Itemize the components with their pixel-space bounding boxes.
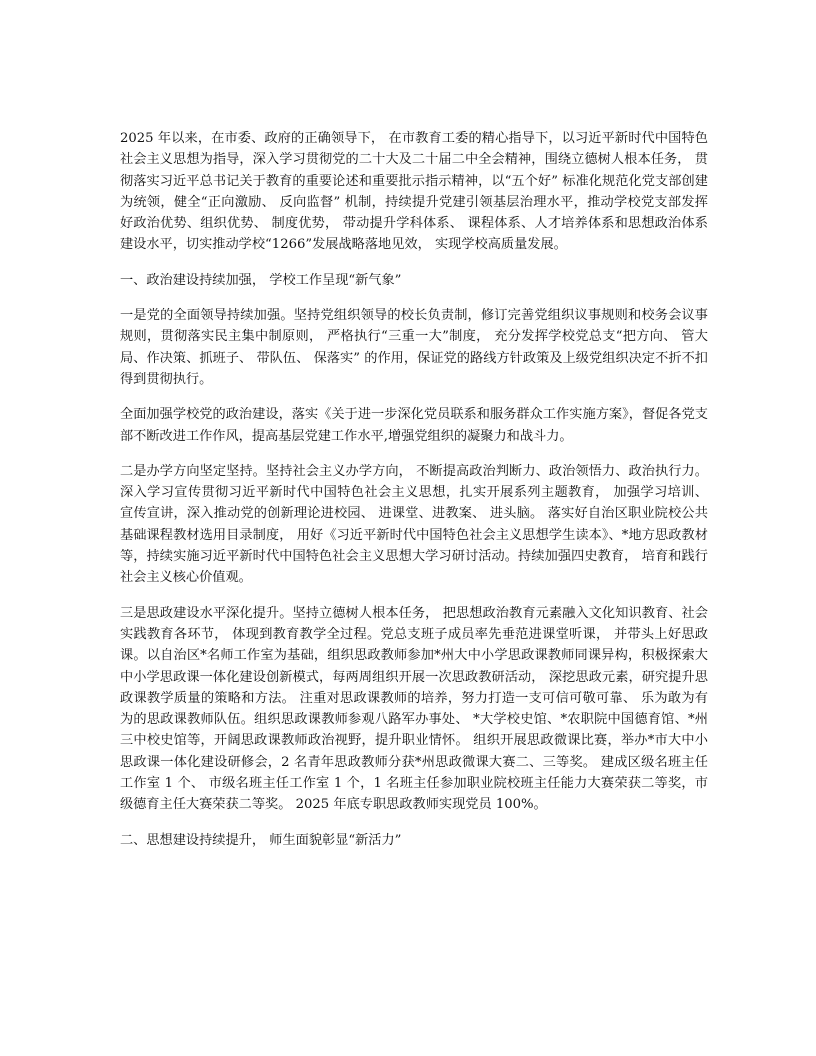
paragraph-ideological-education: 三是思政建设水平深化提升。坚持立德树人根本任务， 把思想政治教育元素融入文化知识教育、社会实践教育各环节， 体现到教育教学全过程。党总支班子成员率先垂范进课堂听课， 并带头上好思政课。以自治区*名师工作室为基础，组织思政教师参加*州大中小学思政课教师同课异构，积极探索大中小学思政课一体化建设创新模式，每两周组织开展一次思政教研活动， 深挖思政元素，研究提升思政课教学质量的策略和方法。 注重对思政课教师的培养，努力打造一支可信可敬可靠、 乐为敢为有为的思政课教师队伍。组织思政课教师参观八路军办事处、 *大学校史馆、*农职院中国德育馆、*州三中校史馆等，开阔思政课教师政治视野，提升职业情怀。 组织开展思政微课比赛，举办*市大中小思政课一体化建设研修会，2 名青年思政教师分获*州思政微课大赛二、三等奖。 建成区级名班主任工作室 1 个、 市级名班主任工作室 1 个，1 名班主任参加职业院校班主任能力大赛荣获二等奖，市级德育主任大赛荣获二等奖。 2025 年底专职思政教师实现党员 100%。 [120, 605, 708, 813]
intro-paragraph: 2025 年以来，在市委、政府的正确领导下， 在市教育工委的精心指导下，以习近平新时代中国特色社会主义思想为指导，深入学习贯彻党的二十大及二十届二中全会精神，围绕立德树人根本任务， 贯彻落实习近平总书记关于教育的重要论述和重要批示指示精神，以“五个好” 标准化规范化党支部创建为统领，健全“正向激励、 反向监督” 机制，持续提升党建引领基层治理水平，推动学校党支部发挥好政治优势、组织优势、 制度优势， 带动提升学科体系、 课程体系、人才培养体系和思想政治体系建设水平，切实推动学校“1266”发展战略落地见效， 实现学校高质量发展。 [120, 131, 708, 253]
paragraph-party-leadership: 一是党的全面领导持续加强。坚持党组织领导的校长负责制，修订完善党组织议事规则和校务会议事规则，贯彻落实民主集中制原则， 严格执行“三重一大”制度， 充分发挥学校党总支“把方向、 管大局、作决策、抓班子、 带队伍、 保落实” 的作用，保证党的路线方针政策及上级党组织决定不折不扣得到贯彻执行。 [120, 308, 708, 387]
paragraph-political-building: 全面加强学校党的政治建设，落实《关于进一步深化党员联系和服务群众工作实施方案》，督促各党支部不断改进工作作风，提高基层党建工作水平,增强党组织的凝聚力和战斗力。 [120, 407, 708, 444]
section-heading-1: 一、政治建设持续加强， 学校工作呈现“新气象” [120, 272, 402, 288]
section-heading-2: 二、思想建设持续提升， 师生面貌彰显“新活力” [120, 832, 402, 848]
paragraph-school-direction: 二是办学方向坚定坚持。坚持社会主义办学方向， 不断提高政治判断力、政治领悟力、政治执行力。 深入学习宣传贯彻习近平新时代中国特色社会主义思想，扎实开展系列主题教育， 加强学习培训、 宣传宣讲，深入推动党的创新理论进校园、 进课堂、进教案、 进头脑。 落实好自治区职业院校公共基础课程教材选用目录制度， 用好《习近平新时代中国特色社会主义思想学生读本》、*地方思政教材等，持续实施习近平新时代中国特色社会主义思想大学习研讨活动。持续加强四史教育， 培育和践行社会主义核心价值观。 [120, 463, 708, 586]
